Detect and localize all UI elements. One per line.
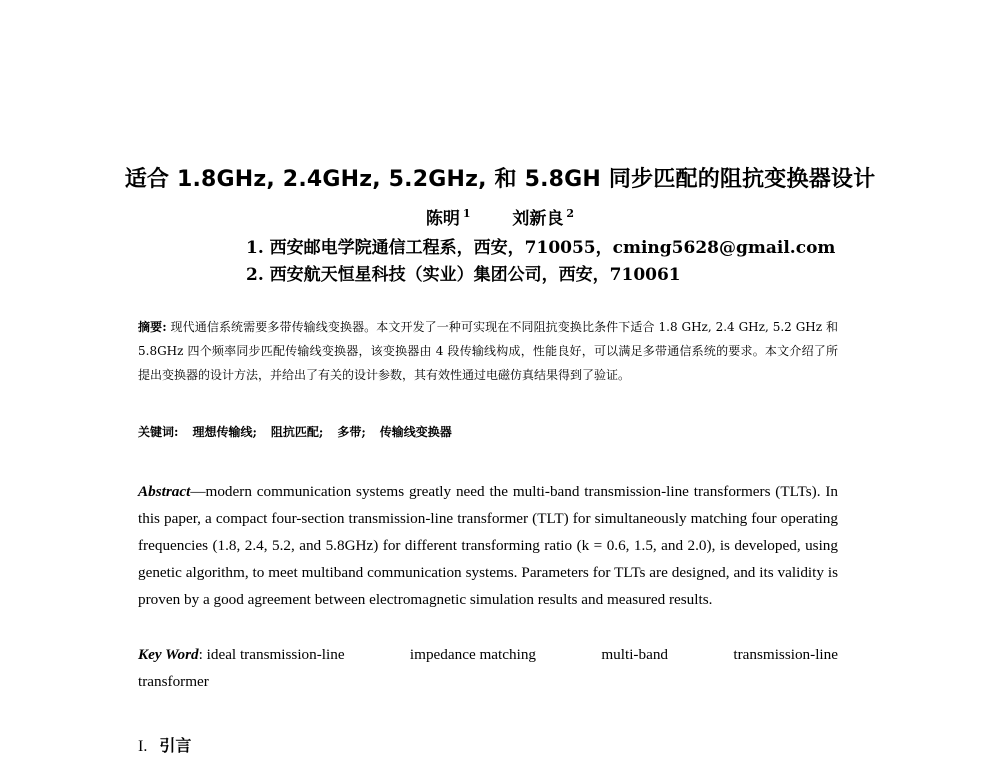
author-affiliation-mark: 2: [566, 207, 575, 221]
keyword-item: transmission-line: [733, 646, 838, 663]
abstract-chinese-label: 摘要:: [138, 320, 167, 334]
abstract-chinese: [138, 315, 838, 387]
keywords-chinese: [138, 423, 838, 440]
keywords-english-label: Key Word: [138, 646, 199, 663]
author-name: 陈明: [425, 209, 460, 229]
section-heading: [138, 733, 191, 756]
keyword-item: 多带;: [337, 425, 366, 439]
keyword-item: multi-band: [601, 646, 669, 663]
abstract-english-label: Abstract: [138, 483, 191, 500]
abstract-english-text: —modern communication systems greatly need the multi-band transmission-line transformers (TLTs). In this paper, a compact four-section transmission-line transformer (TLT) for simultaneously matching four operating frequencies (1.8, 2.4, 5.2, and 5.8GHz) for different transforming ratio (k = 0.6, 1.5, and 2.0), is developed, using genetic algorithm, to meet multiband communication systems. Parameters for TLTs are designed, and its validity is proven by a good agreement between electromagnetic simulation results and measured results.: [138, 483, 838, 608]
section-title: 引言: [159, 736, 192, 755]
section-number: I.: [138, 738, 148, 755]
keyword-item: 传输线变换器: [379, 425, 452, 439]
paper-title: 适合 1.8GHz, 2.4GHz, 5.2GHz, 和 5.8GH 同步匹配的阻抗变换器设计: [124, 167, 876, 192]
keyword-item: 理想传输线;: [192, 425, 257, 439]
author-name: 刘新良: [512, 209, 564, 229]
abstract-english: [138, 478, 838, 613]
keywords-english: Key Word: ideal transmission-line impedance matching multi-band transmission-line transformer: [138, 641, 838, 695]
keyword-item: 阻抗匹配;: [270, 425, 324, 439]
affiliation-1: 1. 西安邮电学院通信工程系，西安，710055，cming5628@gmail.com: [246, 238, 836, 258]
keyword-item: impedance matching: [409, 646, 537, 663]
affiliation-2: 2. 西安航天恒星科技（实业）集团公司，西安，710061: [246, 265, 681, 285]
keywords-chinese-label: 关键词:: [138, 425, 179, 439]
author-affiliation-mark: 1: [462, 207, 471, 221]
keyword-item: transformer: [138, 673, 209, 690]
author-list: [0, 204, 1000, 229]
abstract-chinese-text: 现代通信系统需要多带传输线变换器。本文开发了一种可实现在不同阻抗变换比条件下适合 1.8 GHz, 2.4 GHz, 5.2 GHz 和 5.8GHz 四个频率同步匹配传输线变换器，该变换器由 4 段传输线构成，性能良好，可以满足多带通信系统的要求。本文介绍了所提出变换器的设计方法，并给出了有关的设计参数，其有效性通过电磁仿真结果得到了验证。: [138, 320, 838, 382]
keyword-item: ideal transmission-line: [206, 646, 345, 663]
